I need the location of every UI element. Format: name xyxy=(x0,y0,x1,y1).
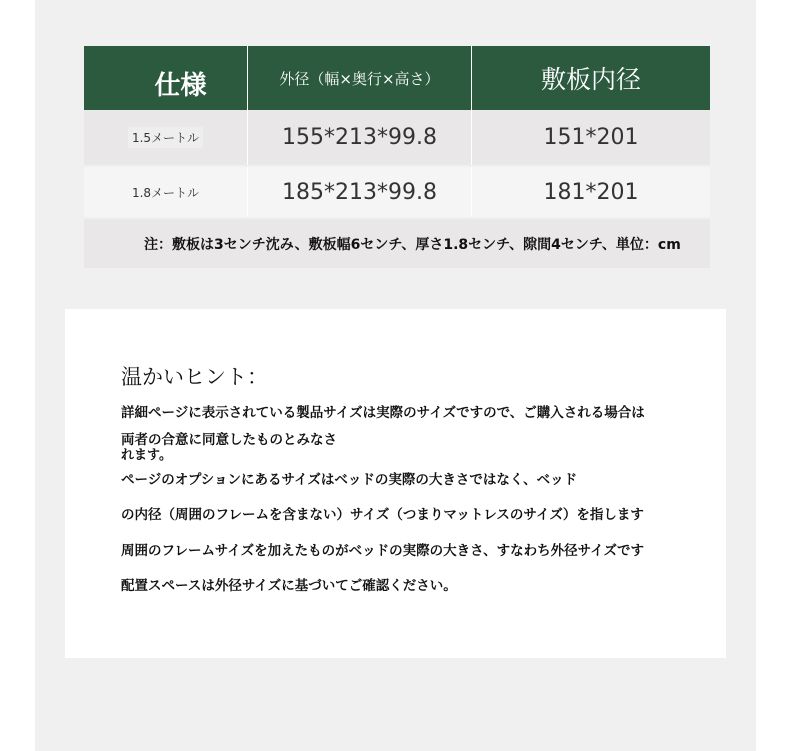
spec-table xyxy=(84,46,710,268)
hint-line: 配置スペースは外径サイズに基づいてご確認ください。 xyxy=(121,578,457,594)
table-note-row xyxy=(84,219,710,268)
hint-title: 温かいヒント： xyxy=(121,365,268,389)
table-header-row xyxy=(84,46,710,110)
table-note: 注：敷板は3センチ沈み、敷板幅6センチ、厚さ1.8センチ、隙間4センチ、単位：cm xyxy=(144,237,681,253)
header-spec: 仕様 xyxy=(154,70,207,101)
inner-size-cell xyxy=(471,167,710,217)
header-inner-size: 敷板内径 xyxy=(471,46,710,110)
size-label: 1.8メートル xyxy=(131,185,200,200)
hint-line: れます。 xyxy=(121,448,172,463)
header-outer-size: 外径（幅×奥行×高さ） xyxy=(247,46,471,110)
hint-line: 両者の合意に同意したものとみなさ xyxy=(121,432,337,448)
hint-line: 詳細ページに表示されている製品サイズは実際のサイズですので、ご購入される場合は xyxy=(121,405,645,421)
hint-line: ページのオプションにあるサイズはベッドの実際の大きさではなく、ベッド xyxy=(121,472,578,488)
table-row xyxy=(84,110,710,165)
hint-card xyxy=(65,309,726,658)
size-cell xyxy=(84,110,247,165)
inner-size-value: 151*201 xyxy=(543,125,639,150)
hint-line: の内径（周囲のフレームを含まない）サイズ（つまりマットレスのサイズ）を指します xyxy=(121,507,644,523)
outer-size-value: 155*213*99.8 xyxy=(282,125,437,150)
outer-size-value: 185*213*99.8 xyxy=(282,179,437,205)
size-cell xyxy=(84,167,247,217)
outer-size-cell xyxy=(247,110,471,165)
inner-size-value: 181*201 xyxy=(543,179,639,205)
size-label: 1.5メートル xyxy=(128,127,203,148)
table-row xyxy=(84,167,710,217)
inner-size-cell xyxy=(471,110,710,165)
hint-line: 周囲のフレームサイズを加えたものがベッドの実際の大きさ、すなわち外径サイズです xyxy=(121,543,644,559)
outer-size-cell xyxy=(247,167,471,217)
